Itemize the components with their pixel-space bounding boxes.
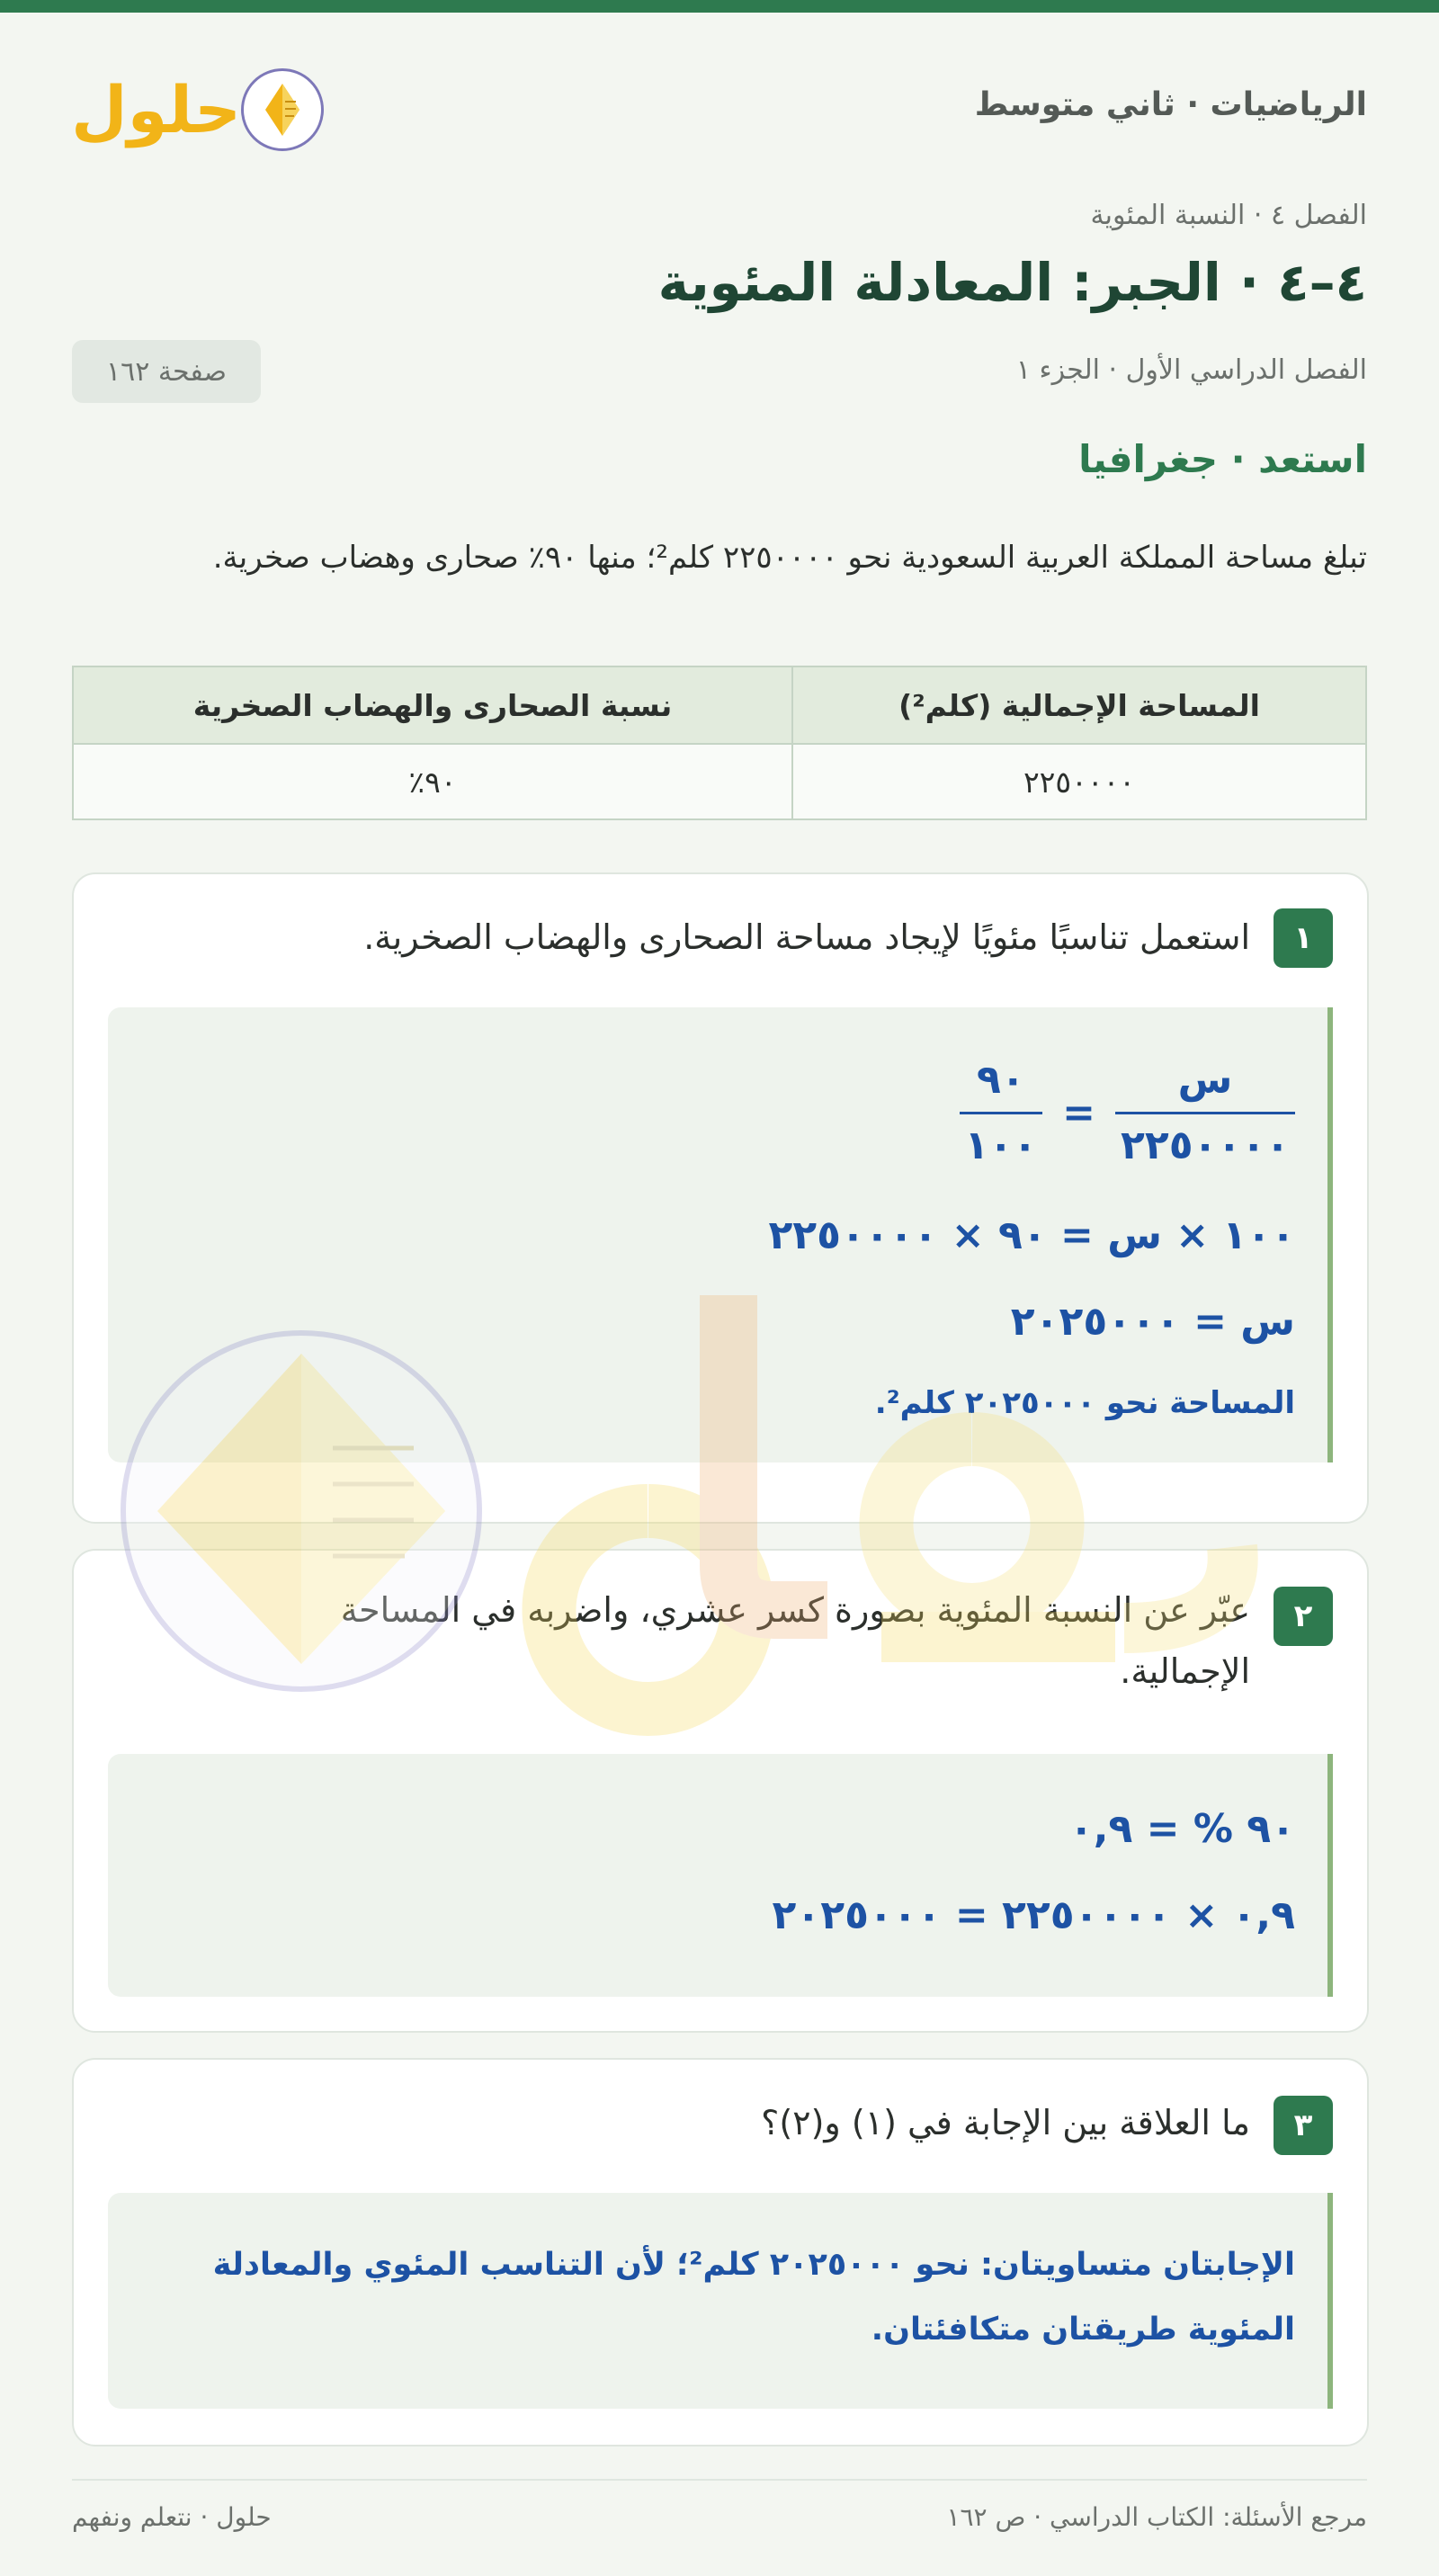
proportion-equation [960,1054,1295,1172]
footer-divider [72,2479,1367,2481]
site-logo[interactable] [72,58,324,162]
equation-line: س = ٢٠٢٥٠٠٠ [1010,1299,1295,1345]
fraction-bar [960,1112,1043,1114]
question-text: استعمل تناسبًا مئويًا لإيجاد مساحة الصحارى والهضاب الصخرية. [363,917,1250,957]
question-text: ما العلاقة بين الإجابة في (١) و(٢)؟ [761,2103,1250,2142]
fraction-numerator: س [1177,1057,1233,1103]
term-label: الفصل الدراسي الأول · الجزء ١ [1015,354,1367,386]
footer-reference: مرجع الأسئلة: الكتاب الدراسي · ص ١٦٢ [946,2502,1367,2532]
table-header-cell: نسبة الصحارى والهضاب الصخرية [73,666,792,744]
fraction-denominator: ١٠٠ [964,1123,1038,1168]
chapter-breadcrumb[interactable]: الفصل ٤ · النسبة المئوية [1090,200,1367,231]
question-card-1 [72,872,1369,1524]
answer-box [108,1007,1333,1462]
equation-line: ٩٠ % = ٠,٩ [1068,1806,1295,1852]
equation-line: ١٠٠ × س = ٩٠ × ٢٢٥٠٠٠٠ [768,1212,1295,1258]
question-number: ٢ [1274,1587,1333,1646]
table-cell: ٩٠٪ [73,744,792,819]
table-cell: ٢٢٥٠٠٠٠ [792,744,1366,819]
question-card-3 [72,2058,1369,2446]
intro-paragraph: تبلغ مساحة المملكة العربية السعودية نحو ٢٢٥٠٠٠٠ كلم²؛ منها ٩٠٪ صحارى وهضاب صخرية. [212,540,1367,576]
answer-text: الإجابتان متساويتان: نحو ٢٠٢٥٠٠٠ كلم²؛ لأن التناسب المئوي والمعادلة المئوية طريقتان متكافئتان. [212,2247,1295,2348]
question-number: ٣ [1274,2096,1333,2155]
table-header-cell: المساحة الإجمالية (كلم²) [792,666,1366,744]
question-card-2 [72,1549,1369,2033]
answer-box [108,2193,1333,2409]
equation-line: ٠,٩ × ٢٢٥٠٠٠٠ = ٢٠٢٥٠٠٠ [772,1892,1295,1938]
footer-tagline: حلول · نتعلم ونفهم [72,2502,272,2532]
fraction-bar [1115,1112,1295,1114]
book-seal-icon [241,68,324,151]
fraction-right [960,1054,1043,1172]
fraction-left [1115,1054,1295,1172]
top-accent-bar [0,0,1439,13]
question-number: ١ [1274,908,1333,968]
fraction-numerator: ٩٠ [976,1057,1025,1103]
subject-label: الرياضيات · ثاني متوسط [974,86,1367,123]
table-row [73,744,1366,819]
equals-sign: = [1062,1090,1095,1136]
page-badge: صفحة ١٦٢ [72,340,261,403]
section-title: استعد · جغرافيا [1078,437,1367,481]
data-table [72,666,1367,820]
logo-text: حلول [71,72,241,148]
answer-conclusion: المساحة نحو ٢٠٢٥٠٠٠ كلم². [874,1385,1295,1421]
lesson-title: ٤–٤ · الجبر: المعادلة المئوية [657,252,1367,313]
table-header-row [73,666,1366,744]
question-text: عبّر عن النسبة المئوية بصورة كسر عشري، واضربه في المساحة الإجمالية. [340,1590,1250,1691]
answer-box [108,1754,1333,1997]
fraction-denominator: ٢٢٥٠٠٠٠ [1121,1123,1290,1168]
